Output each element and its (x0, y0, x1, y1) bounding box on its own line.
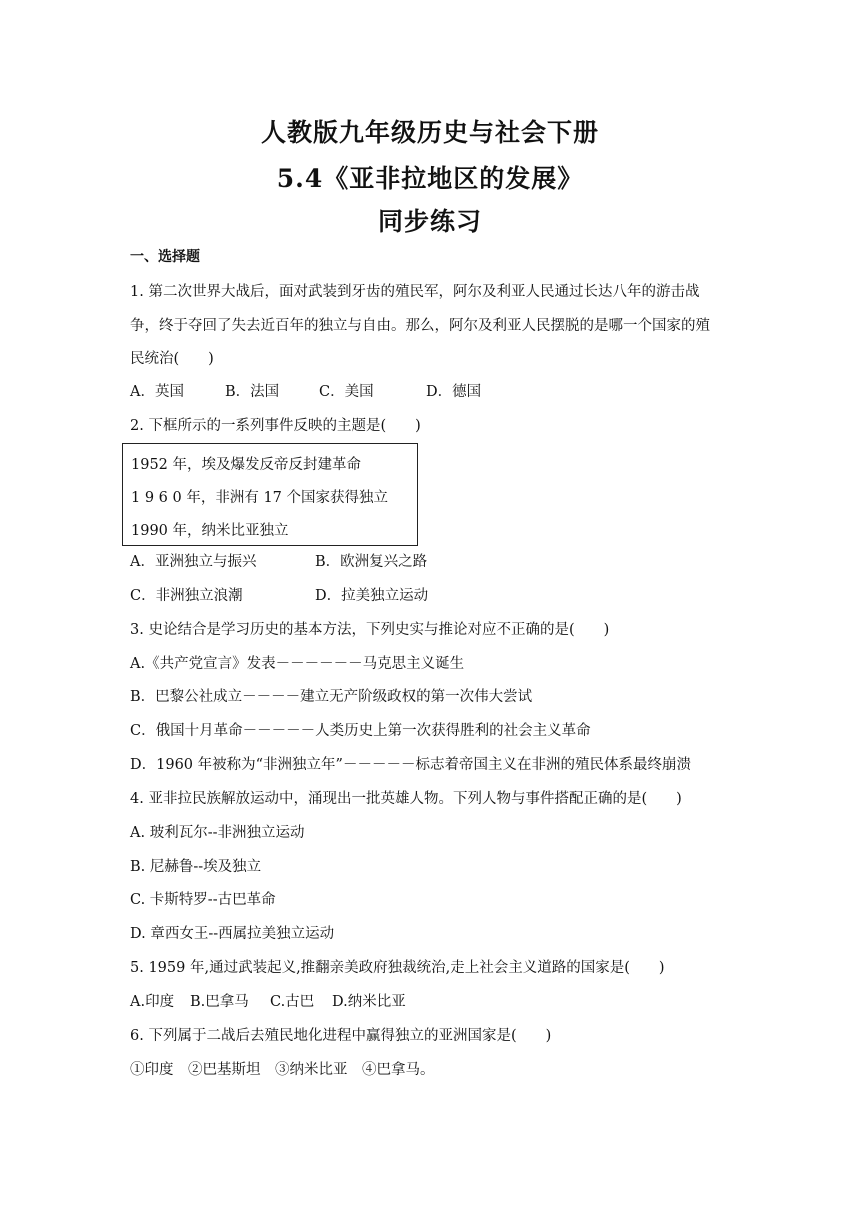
q3-option-b: B．巴黎公社成立－－－－建立无产阶级政权的第一次伟大尝试 (130, 689, 533, 705)
q2-options-row2 (130, 587, 428, 605)
q4-stem: 4. 亚非拉民族解放运动中，涌现出一批英雄人物。下列人物与事件搭配正确的是( ) (130, 791, 682, 807)
q4-option-a: A. 玻利瓦尔--非洲独立运动 (130, 825, 305, 841)
q2-stem: 2. 下框所示的一系列事件反映的主题是( ) (130, 418, 421, 434)
q5-options (130, 993, 406, 1011)
q3-option-c: C．俄国十月革命－－－－－人类历史上第一次获得胜利的社会主义革命 (130, 723, 591, 739)
q3-option-d: D．1960 年被称为“非洲独立年”－－－－－标志着帝国主义在非洲的殖民体系最终崩溃 (130, 757, 691, 773)
q4-option-c: C. 卡斯特罗--古巴革命 (130, 892, 276, 908)
q2-option-a: A．亚洲独立与振兴 (130, 554, 257, 570)
doc-title-line3: 同步练习 (377, 207, 482, 236)
q1-stem-line3: 民统治( ) (130, 351, 214, 367)
q1-stem-line2: 争，终于夺回了失去近百年的独立与自由。那么，阿尔及利亚人民摆脱的是哪一个国家的殖 (130, 318, 710, 334)
q2-option-b: B．欧洲复兴之路 (315, 554, 428, 570)
q2-event-box (122, 443, 418, 546)
q2-box-line: 1990 年，纳米比亚独立 (131, 523, 289, 539)
q6-stem: 6. 下列属于二战后去殖民地化进程中赢得独立的亚洲国家是( ) (130, 1028, 552, 1044)
q4-option-b: B. 尼赫鲁--埃及独立 (130, 859, 262, 875)
doc-title-line2: 5.4《亚非拉地区的发展》 (276, 164, 584, 193)
section-heading: 一、选择题 (130, 249, 200, 265)
q2-option-c: C．非洲独立浪潮 (130, 588, 243, 604)
q1-stem-line1: 1. 第二次世界大战后，面对武装到牙齿的殖民军，阿尔及利亚人民通过长达八年的游击战 (130, 284, 700, 300)
q5-option-a: A.印度 (130, 994, 175, 1010)
q5-stem: 5. 1959 年,通过武装起义,推翻亲美政府独裁统治,走上社会主义道路的国家是( ) (130, 960, 665, 976)
q1-options (130, 383, 481, 401)
q2-option-d: D．拉美独立运动 (315, 588, 429, 604)
q3-option-a: A.《共产党宣言》发表－－－－－－马克思主义诞生 (130, 656, 465, 672)
q3-stem: 3. 史论结合是学习历史的基本方法，下列史实与推论对应不正确的是( ) (130, 622, 610, 638)
q2-box-line: 1 9 6 0 年，非洲有 17 个国家获得独立 (131, 490, 389, 506)
q5-option-d: D.纳米比亚 (332, 994, 406, 1010)
q6-items: ①印度 ②巴基斯坦 ③纳米比亚 ④巴拿马。 (130, 1062, 435, 1078)
q1-option-d: D．德国 (426, 384, 482, 400)
q1-option-a: A．英国 (130, 384, 184, 400)
q2-options-row1 (130, 553, 427, 571)
q1-option-b: B．法国 (225, 384, 280, 400)
q2-box-line: 1952 年，埃及爆发反帝反封建革命 (131, 457, 362, 473)
q1-option-c: C．美国 (319, 384, 374, 400)
q5-option-b: B.巴拿马 (190, 994, 249, 1010)
q5-option-c: C.古巴 (270, 994, 315, 1010)
doc-title-line1: 人教版九年级历史与社会下册 (260, 118, 599, 147)
q4-option-d: D. 章西女王--西属拉美独立运动 (130, 926, 335, 942)
